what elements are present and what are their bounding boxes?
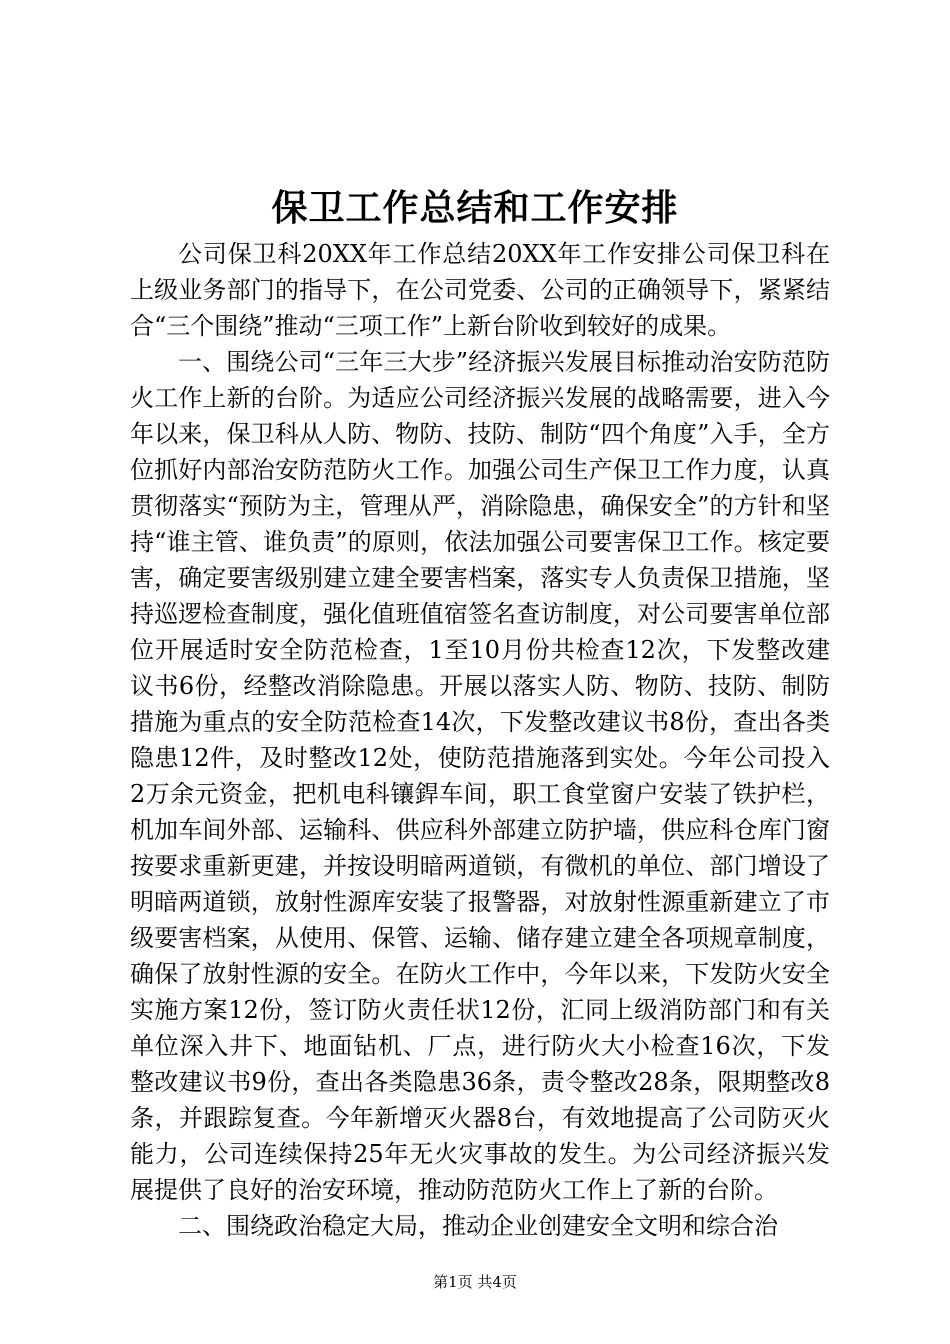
document-body [130, 236, 830, 1244]
paragraph-section-one: 一、围绕公司“三年三大步”经济振兴发展目标推动治安防范防火工作上新的台阶。为适应公司经济振兴发展的战略需要，进入今年以来，保卫科从人防、物防、技防、制防“四个角度”入手，全方位抓好内部治安防范防火工作。加强公司生产保卫工作力度，认真贯彻落实“预防为主，管理从严，消除隐患，确保安全”的方针和坚持“谁主管、谁负责”的原则，依法加强公司要害保卫工作。核定要害，确定要害级别建立建全要害档案，落实专人负责保卫措施，坚持巡逻检查制度，强化值班值宿签名查访制度，对公司要害单位部位开展适时安全防范检查，1至10月份共检查12次，下发整改建议书6份，经整改消除隐患。开展以落实人防、物防、技防、制防措施为重点的安全防范检查14次，下发整改建议书8份，查出各类隐患12件，及时整改12处，使防范措施落到实处。今年公司投入2万余元资金，把机电科镶銲车间，职工食堂窗户安装了铁护栏，机加车间外部、运输科、供应科外部建立防护墙，供应科仓库门窗按要求重新更建，并按设明暗两道锁，有微机的单位、部门增设了明暗两道锁，放射性源库安装了报警器，对放射性源重新建立了市级要害档案，从使用、保管、运输、储存建立建全各项规章制度，确保了放射性源的安全。在防火工作中，今年以来，下发防火安全实施方案12份，签订防火责任状12份，汇同上级消防部门和有关单位深入井下、地面钻机、厂点，进行防火大小检查16次，下发整改建议书9份，查出各类隐患36条，责令整改28条，限期整改8条，并跟踪复查。今年新增灭火器8台，有效地提高了公司防灭火能力，公司连续保持25年无火灾事故的发生。为公司经济振兴发展提供了良好的治安环境，推动防范防火工作上了新的台阶。 [130, 348, 830, 1204]
paragraph-section-two: 二、围绕政治稳定大局，推动企业创建安全文明和综合治 [178, 1212, 778, 1240]
page-number-footer: 第1页 共4页 [433, 1273, 517, 1291]
paragraph-intro: 公司保卫科20XX年工作总结20XX年工作安排公司保卫科在上级业务部门的指导下，在公司党委、公司的正确领导下，紧紧结合“三个围绕”推动“三项工作”上新台阶收到较好的成果。 [130, 240, 830, 340]
document-title: 保卫工作总结和工作安排 [271, 187, 679, 229]
